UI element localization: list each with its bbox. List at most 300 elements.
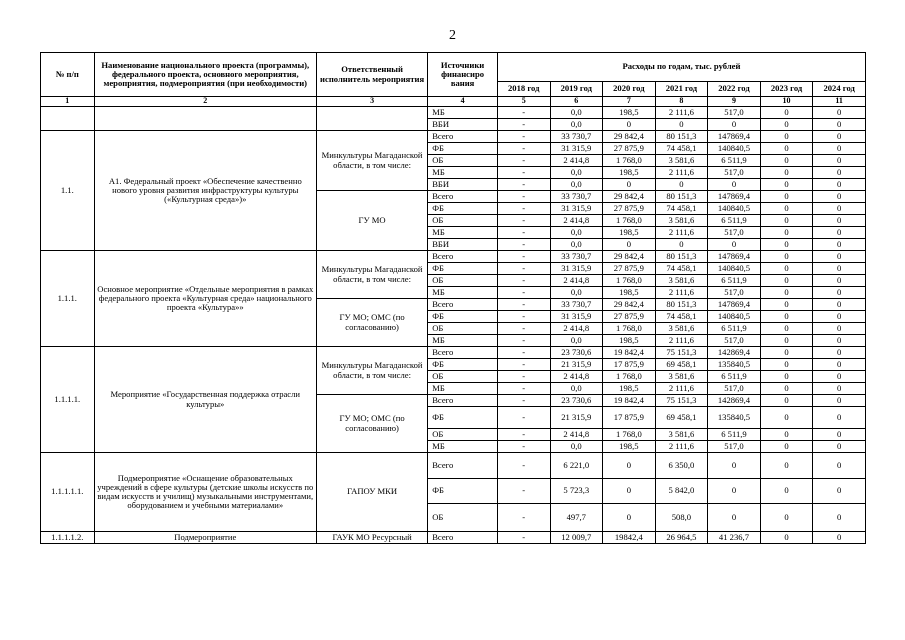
item-name: А1. Федеральный проект «Обеспечение качественно нового уровня развития инфраструктуры культуры («Культурная среда»)» bbox=[94, 131, 316, 251]
cost-value: 0 bbox=[813, 453, 866, 479]
cost-value: 19 842,4 bbox=[603, 347, 656, 359]
cost-value: 0 bbox=[760, 191, 813, 203]
cost-value: 0 bbox=[813, 215, 866, 227]
cost-value: 0 bbox=[813, 251, 866, 263]
cost-value: 142869,4 bbox=[708, 347, 761, 359]
cost-value: 3 581,6 bbox=[655, 371, 708, 383]
cost-value: 6 511,9 bbox=[708, 429, 761, 441]
cost-value: 0 bbox=[655, 119, 708, 131]
cost-value: 27 875,9 bbox=[603, 263, 656, 275]
funding-source: ФБ bbox=[428, 263, 498, 275]
cost-value: 41 236,7 bbox=[708, 532, 761, 544]
funding-source: Всего bbox=[428, 251, 498, 263]
cost-value: 0 bbox=[603, 479, 656, 504]
cost-value: 0 bbox=[760, 299, 813, 311]
cost-value: 69 458,1 bbox=[655, 407, 708, 429]
column-index: 9 bbox=[708, 97, 761, 107]
funding-source: ФБ bbox=[428, 359, 498, 371]
cost-value: 0 bbox=[760, 227, 813, 239]
funding-source: Всего bbox=[428, 191, 498, 203]
cost-value: 75 151,3 bbox=[655, 347, 708, 359]
cost-value: 2 414,8 bbox=[550, 323, 603, 335]
cost-value: - bbox=[497, 227, 550, 239]
cost-value: 135840,5 bbox=[708, 359, 761, 371]
cost-value: - bbox=[497, 191, 550, 203]
cost-value: 29 842,4 bbox=[603, 251, 656, 263]
cost-value: 1 768,0 bbox=[603, 275, 656, 287]
cost-value: - bbox=[497, 239, 550, 251]
cost-value: 198,5 bbox=[603, 227, 656, 239]
cost-value: 33 730,7 bbox=[550, 191, 603, 203]
funding-source: ФБ bbox=[428, 479, 498, 504]
cost-value: 0 bbox=[813, 203, 866, 215]
funding-source: ОБ bbox=[428, 371, 498, 383]
cost-value: 0 bbox=[813, 532, 866, 544]
row-number: 1.1.1.1. bbox=[41, 347, 95, 453]
cost-value: 2 111,6 bbox=[655, 227, 708, 239]
cost-value: - bbox=[497, 532, 550, 544]
cost-value: 0 bbox=[813, 143, 866, 155]
cost-value: 0 bbox=[813, 383, 866, 395]
cost-value: 0 bbox=[603, 119, 656, 131]
cost-value: - bbox=[497, 203, 550, 215]
cost-value: 27 875,9 bbox=[603, 311, 656, 323]
cost-value: - bbox=[497, 299, 550, 311]
funding-source: ОБ bbox=[428, 429, 498, 441]
cost-value: 517,0 bbox=[708, 441, 761, 453]
cost-value: - bbox=[497, 167, 550, 179]
cost-value: 0 bbox=[760, 275, 813, 287]
cost-value: 5 842,0 bbox=[655, 479, 708, 504]
cost-value: 0 bbox=[813, 335, 866, 347]
cost-value: - bbox=[497, 131, 550, 143]
cost-value: 2 111,6 bbox=[655, 287, 708, 299]
cost-value: 29 842,4 bbox=[603, 191, 656, 203]
row-number: 1.1. bbox=[41, 131, 95, 251]
cost-value: 0 bbox=[813, 347, 866, 359]
responsible-executor: ГАПОУ МКИ bbox=[316, 453, 427, 532]
cost-value: 6 511,9 bbox=[708, 323, 761, 335]
cost-value: 0 bbox=[813, 179, 866, 191]
responsible-executor: Минкультуры Магаданской области, в том числе: bbox=[316, 131, 427, 191]
header-year: 2018 год bbox=[497, 82, 550, 97]
column-index: 8 bbox=[655, 97, 708, 107]
cost-value: 0 bbox=[760, 504, 813, 532]
cost-value: - bbox=[497, 143, 550, 155]
cost-value: 0 bbox=[760, 131, 813, 143]
cost-value: 0,0 bbox=[550, 167, 603, 179]
cost-value: 27 875,9 bbox=[603, 143, 656, 155]
cost-value: 2 111,6 bbox=[655, 335, 708, 347]
cost-value: 0 bbox=[813, 191, 866, 203]
budget-table bbox=[40, 52, 866, 544]
cost-value: 33 730,7 bbox=[550, 299, 603, 311]
cost-value: 0,0 bbox=[550, 119, 603, 131]
cost-value: 1 768,0 bbox=[603, 215, 656, 227]
cost-value: 23 730,6 bbox=[550, 347, 603, 359]
cost-value: 0 bbox=[760, 239, 813, 251]
cost-value: 27 875,9 bbox=[603, 203, 656, 215]
cost-value: 0 bbox=[708, 239, 761, 251]
cost-value: 2 414,8 bbox=[550, 275, 603, 287]
cost-value: - bbox=[497, 359, 550, 371]
cost-value: 0 bbox=[813, 275, 866, 287]
table-row bbox=[41, 251, 866, 263]
funding-source: Всего bbox=[428, 453, 498, 479]
cost-value: 0,0 bbox=[550, 107, 603, 119]
cost-value: 3 581,6 bbox=[655, 215, 708, 227]
cost-value: 0 bbox=[655, 239, 708, 251]
cost-value: 0 bbox=[760, 263, 813, 275]
cost-value: 80 151,3 bbox=[655, 251, 708, 263]
cost-value: 135840,5 bbox=[708, 407, 761, 429]
cost-value: - bbox=[497, 371, 550, 383]
cost-value: 0 bbox=[813, 119, 866, 131]
cost-value: 2 111,6 bbox=[655, 167, 708, 179]
column-index: 6 bbox=[550, 97, 603, 107]
cost-value: 2 414,8 bbox=[550, 215, 603, 227]
item-name: Подмероприятие «Оснащение образовательных учреждений в сфере культуры (детские школы искусств по видам искусств и училищ) музыкальными инструментами, оборудованием и учебными материалами» bbox=[94, 453, 316, 532]
cost-value: 31 315,9 bbox=[550, 311, 603, 323]
cost-value: 5 723,3 bbox=[550, 479, 603, 504]
cost-value: 0 bbox=[760, 143, 813, 155]
responsible-executor: ГАУК МО Ресурсный bbox=[316, 532, 427, 544]
cost-value: 0 bbox=[813, 429, 866, 441]
cost-value: 33 730,7 bbox=[550, 251, 603, 263]
cost-value: 75 151,3 bbox=[655, 395, 708, 407]
cost-value: 2 111,6 bbox=[655, 107, 708, 119]
cost-value: 140840,5 bbox=[708, 143, 761, 155]
cost-value: 0 bbox=[813, 479, 866, 504]
cost-value: 0,0 bbox=[550, 383, 603, 395]
header-num: № п/п bbox=[41, 53, 95, 97]
column-index: 4 bbox=[428, 97, 498, 107]
cost-value: 6 511,9 bbox=[708, 155, 761, 167]
funding-source: Всего bbox=[428, 395, 498, 407]
cost-value: 3 581,6 bbox=[655, 323, 708, 335]
cost-value: 31 315,9 bbox=[550, 203, 603, 215]
funding-source: ФБ bbox=[428, 407, 498, 429]
table-row bbox=[41, 107, 866, 119]
cost-value: - bbox=[497, 429, 550, 441]
cost-value: 147869,4 bbox=[708, 251, 761, 263]
cost-value: - bbox=[497, 155, 550, 167]
header-year: 2024 год bbox=[813, 82, 866, 97]
cost-value: - bbox=[497, 263, 550, 275]
table-row bbox=[41, 347, 866, 359]
cost-value: 3 581,6 bbox=[655, 275, 708, 287]
cost-value: 0,0 bbox=[550, 441, 603, 453]
cost-value: 0 bbox=[760, 335, 813, 347]
cost-value: 0 bbox=[760, 479, 813, 504]
cost-value: 19 842,4 bbox=[603, 395, 656, 407]
cost-value: 74 458,1 bbox=[655, 263, 708, 275]
cost-value: 0 bbox=[760, 287, 813, 299]
cost-value: 142869,4 bbox=[708, 395, 761, 407]
cost-value: 198,5 bbox=[603, 167, 656, 179]
cost-value: 0 bbox=[813, 155, 866, 167]
funding-source: ОБ bbox=[428, 215, 498, 227]
funding-source: ОБ bbox=[428, 323, 498, 335]
funding-source: МБ bbox=[428, 441, 498, 453]
cost-value: 0 bbox=[813, 107, 866, 119]
cost-value: - bbox=[497, 215, 550, 227]
funding-source: ФБ bbox=[428, 203, 498, 215]
cost-value: - bbox=[497, 119, 550, 131]
cost-value: 0 bbox=[760, 203, 813, 215]
cost-value: 517,0 bbox=[708, 335, 761, 347]
funding-source: МБ bbox=[428, 335, 498, 347]
cost-value: 33 730,7 bbox=[550, 131, 603, 143]
cost-value: 2 111,6 bbox=[655, 383, 708, 395]
cost-value: 3 581,6 bbox=[655, 155, 708, 167]
cost-value: 198,5 bbox=[603, 383, 656, 395]
cost-value: 517,0 bbox=[708, 167, 761, 179]
cost-value: 198,5 bbox=[603, 441, 656, 453]
funding-source: МБ bbox=[428, 167, 498, 179]
cost-value: 19842,4 bbox=[603, 532, 656, 544]
cost-value: 1 768,0 bbox=[603, 429, 656, 441]
cost-value: 21 315,9 bbox=[550, 359, 603, 371]
cost-value: 0 bbox=[760, 347, 813, 359]
cost-value: 517,0 bbox=[708, 287, 761, 299]
cost-value: 0 bbox=[813, 311, 866, 323]
responsible-executor: Минкультуры Магаданской области, в том числе: bbox=[316, 251, 427, 299]
header-costs: Расходы по годам, тыс. рублей bbox=[497, 53, 865, 82]
cost-value: 0 bbox=[760, 453, 813, 479]
column-index: 3 bbox=[316, 97, 427, 107]
cost-value: 0 bbox=[813, 167, 866, 179]
cost-value: - bbox=[497, 347, 550, 359]
funding-source: ВБИ bbox=[428, 239, 498, 251]
cost-value: 140840,5 bbox=[708, 203, 761, 215]
cost-value: 0 bbox=[760, 311, 813, 323]
cost-value: 23 730,6 bbox=[550, 395, 603, 407]
cost-value: - bbox=[497, 453, 550, 479]
header-source: Источники финансиро вания bbox=[428, 53, 498, 97]
column-index: 10 bbox=[760, 97, 813, 107]
cost-value: 0 bbox=[760, 119, 813, 131]
cost-value: 0 bbox=[760, 359, 813, 371]
row-number bbox=[41, 107, 95, 131]
responsible-executor: ГУ МО; ОМС (по согласованию) bbox=[316, 299, 427, 347]
cost-value: 0 bbox=[813, 395, 866, 407]
funding-source: ОБ bbox=[428, 504, 498, 532]
column-index: 2 bbox=[94, 97, 316, 107]
cost-value: 80 151,3 bbox=[655, 299, 708, 311]
cost-value: 26 964,5 bbox=[655, 532, 708, 544]
cost-value: 0 bbox=[760, 251, 813, 263]
cost-value: 29 842,4 bbox=[603, 299, 656, 311]
cost-value: 69 458,1 bbox=[655, 359, 708, 371]
cost-value: - bbox=[497, 275, 550, 287]
funding-source: Всего bbox=[428, 131, 498, 143]
cost-value: 198,5 bbox=[603, 287, 656, 299]
cost-value: 0 bbox=[708, 453, 761, 479]
header-year: 2019 год bbox=[550, 82, 603, 97]
cost-value: 0 bbox=[603, 239, 656, 251]
cost-value: 0 bbox=[655, 179, 708, 191]
funding-source: ВБИ bbox=[428, 179, 498, 191]
cost-value: - bbox=[497, 441, 550, 453]
cost-value: 31 315,9 bbox=[550, 263, 603, 275]
responsible-executor: Минкультуры Магаданской области, в том числе: bbox=[316, 347, 427, 395]
cost-value: - bbox=[497, 311, 550, 323]
cost-value: - bbox=[497, 287, 550, 299]
cost-value: 1 768,0 bbox=[603, 155, 656, 167]
cost-value: - bbox=[497, 251, 550, 263]
cost-value: - bbox=[497, 323, 550, 335]
cost-value: 0 bbox=[813, 227, 866, 239]
page-number: 2 bbox=[449, 28, 456, 43]
cost-value: - bbox=[497, 107, 550, 119]
cost-value: 0 bbox=[813, 263, 866, 275]
cost-value: 0 bbox=[813, 239, 866, 251]
cost-value: 0 bbox=[760, 395, 813, 407]
header-year: 2021 год bbox=[655, 82, 708, 97]
funding-source: Всего bbox=[428, 347, 498, 359]
cost-value: 0,0 bbox=[550, 179, 603, 191]
cost-value: 29 842,4 bbox=[603, 131, 656, 143]
cost-value: 147869,4 bbox=[708, 299, 761, 311]
cost-value: 1 768,0 bbox=[603, 371, 656, 383]
cost-value: 140840,5 bbox=[708, 263, 761, 275]
cost-value: 31 315,9 bbox=[550, 143, 603, 155]
cost-value: 0 bbox=[708, 479, 761, 504]
cost-value: 6 511,9 bbox=[708, 215, 761, 227]
funding-source: Всего bbox=[428, 299, 498, 311]
cost-value: 0,0 bbox=[550, 335, 603, 347]
cost-value: 147869,4 bbox=[708, 191, 761, 203]
funding-source: Всего bbox=[428, 532, 498, 544]
cost-value: 6 221,0 bbox=[550, 453, 603, 479]
cost-value: 0 bbox=[760, 441, 813, 453]
cost-value: 0 bbox=[760, 155, 813, 167]
item-name: Основное мероприятие «Отдельные мероприятия в рамках федерального проекта «Культурная среда» национального проекта «Культура»» bbox=[94, 251, 316, 347]
cost-value: 508,0 bbox=[655, 504, 708, 532]
cost-value: 74 458,1 bbox=[655, 203, 708, 215]
cost-value: 2 414,8 bbox=[550, 429, 603, 441]
cost-value: 3 581,6 bbox=[655, 429, 708, 441]
cost-value: - bbox=[497, 179, 550, 191]
cost-value: 0 bbox=[813, 131, 866, 143]
funding-source: МБ bbox=[428, 287, 498, 299]
cost-value: 147869,4 bbox=[708, 131, 761, 143]
column-index: 11 bbox=[813, 97, 866, 107]
cost-value: 0 bbox=[603, 453, 656, 479]
cost-value: 198,5 bbox=[603, 335, 656, 347]
cost-value: 2 414,8 bbox=[550, 155, 603, 167]
row-number: 1.1.1. bbox=[41, 251, 95, 347]
cost-value: 17 875,9 bbox=[603, 359, 656, 371]
funding-source: ФБ bbox=[428, 311, 498, 323]
funding-source: МБ bbox=[428, 383, 498, 395]
cost-value: - bbox=[497, 504, 550, 532]
funding-source: ФБ bbox=[428, 143, 498, 155]
cost-value: 0 bbox=[760, 167, 813, 179]
cost-value: 12 009,7 bbox=[550, 532, 603, 544]
cost-value: - bbox=[497, 383, 550, 395]
header-year: 2020 год bbox=[603, 82, 656, 97]
column-index: 7 bbox=[603, 97, 656, 107]
cost-value: 517,0 bbox=[708, 227, 761, 239]
cost-value: 17 875,9 bbox=[603, 407, 656, 429]
cost-value: 0 bbox=[760, 371, 813, 383]
item-name: Мероприятие «Государственная поддержка отрасли культуры» bbox=[94, 347, 316, 453]
cost-value: 21 315,9 bbox=[550, 407, 603, 429]
header-year: 2023 год bbox=[760, 82, 813, 97]
cost-value: 80 151,3 bbox=[655, 131, 708, 143]
funding-source: МБ bbox=[428, 227, 498, 239]
column-index: 1 bbox=[41, 97, 95, 107]
cost-value: 74 458,1 bbox=[655, 311, 708, 323]
cost-value: 0 bbox=[708, 504, 761, 532]
header-year: 2022 год bbox=[708, 82, 761, 97]
responsible-executor: ГУ МО bbox=[316, 191, 427, 251]
cost-value: 0 bbox=[813, 287, 866, 299]
responsible-executor: ГУ МО; ОМС (по согласованию) bbox=[316, 395, 427, 453]
cost-value: 517,0 bbox=[708, 107, 761, 119]
cost-value: 0 bbox=[708, 179, 761, 191]
cost-value: 0 bbox=[813, 323, 866, 335]
funding-source: МБ bbox=[428, 107, 498, 119]
cost-value: 1 768,0 bbox=[603, 323, 656, 335]
cost-value: 0 bbox=[603, 179, 656, 191]
cost-value: 6 511,9 bbox=[708, 275, 761, 287]
cost-value: 0 bbox=[760, 429, 813, 441]
cost-value: 0,0 bbox=[550, 239, 603, 251]
cost-value: 517,0 bbox=[708, 383, 761, 395]
cost-value: 0 bbox=[760, 107, 813, 119]
cost-value: 2 111,6 bbox=[655, 441, 708, 453]
cost-value: 0,0 bbox=[550, 227, 603, 239]
table-row bbox=[41, 532, 866, 544]
cost-value: - bbox=[497, 335, 550, 347]
cost-value: 0 bbox=[813, 407, 866, 429]
item-name bbox=[94, 107, 316, 131]
row-number: 1.1.1.1.1. bbox=[41, 453, 95, 532]
cost-value: 0 bbox=[603, 504, 656, 532]
cost-value: 140840,5 bbox=[708, 311, 761, 323]
cost-value: 2 414,8 bbox=[550, 371, 603, 383]
row-number: 1.1.1.1.2. bbox=[41, 532, 95, 544]
cost-value: 0 bbox=[760, 532, 813, 544]
cost-value: 0 bbox=[760, 215, 813, 227]
cost-value: 0 bbox=[813, 299, 866, 311]
cost-value: - bbox=[497, 407, 550, 429]
cost-value: 198,5 bbox=[603, 107, 656, 119]
funding-source: ОБ bbox=[428, 155, 498, 167]
table-body bbox=[41, 107, 866, 544]
cost-value: 0 bbox=[760, 323, 813, 335]
table-row bbox=[41, 131, 866, 143]
cost-value: 0 bbox=[708, 119, 761, 131]
cost-value: 74 458,1 bbox=[655, 143, 708, 155]
cost-value: 6 511,9 bbox=[708, 371, 761, 383]
cost-value: 0 bbox=[813, 371, 866, 383]
cost-value: - bbox=[497, 479, 550, 504]
cost-value: 0 bbox=[760, 179, 813, 191]
cost-value: 0 bbox=[813, 359, 866, 371]
responsible-executor bbox=[316, 107, 427, 131]
header-responsible: Ответственный исполнитель мероприятия bbox=[316, 53, 427, 97]
cost-value: 497,7 bbox=[550, 504, 603, 532]
cost-value: 0 bbox=[813, 441, 866, 453]
funding-source: ОБ bbox=[428, 275, 498, 287]
header-name: Наименование национального проекта (программы), федерального проекта, основного мероприятия, мероприятия, подмероприятия (при необходимости) bbox=[94, 53, 316, 97]
cost-value: 0,0 bbox=[550, 287, 603, 299]
cost-value: 0 bbox=[813, 504, 866, 532]
